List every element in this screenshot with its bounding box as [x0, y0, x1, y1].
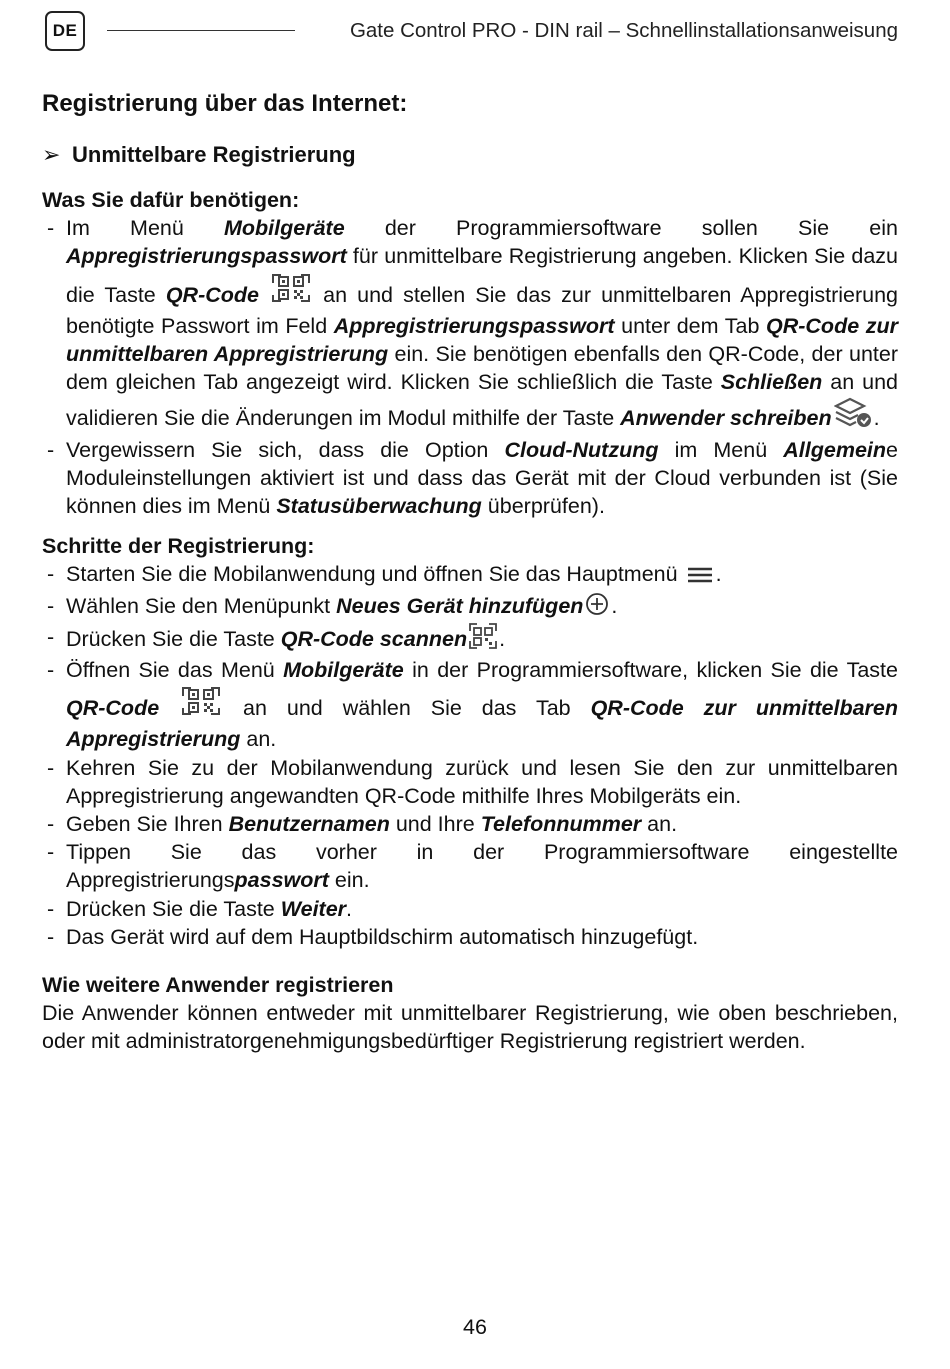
more-users-text: Die Anwender können entweder mit unmittelbarer Registrierung, wie oben beschrieben, oder mit administratorgenehmigungsbedürftiger Registrierung registriert werden. — [42, 1001, 898, 1054]
subheading: ➢ Unmittelbare Registrierung — [42, 140, 898, 170]
section-heading: Registrierung über das Internet: — [42, 90, 408, 117]
plus-circle-icon — [585, 592, 609, 623]
list-item: - Kehren Sie zu der Mobilanwendung zurück und lesen Sie den zur unmittelbaren Appregistrierung angewandten QR-Code mithilfe Ihres Mobilgeräts ein. — [42, 754, 898, 810]
list-item: - Das Gerät wird auf dem Hauptbildschirm automatisch hinzugefügt. — [42, 923, 898, 951]
qr-code-icon — [271, 271, 311, 312]
qr-code-icon — [181, 684, 221, 725]
list-item: - Tippen Sie das vorher in der Programmiersoftware eingestellte Appregistrierungspasswort ein. — [42, 838, 898, 894]
arrow-bullet-icon: ➢ — [42, 142, 61, 167]
needs-list — [42, 214, 898, 520]
list-item: - Drücken Sie die Taste Weiter. — [42, 895, 898, 923]
list-item: - Wählen Sie den Menüpunkt Neues Gerät hinzufügen . — [42, 592, 898, 623]
list-item: - Starten Sie die Mobilanwendung und öffnen Sie das Hauptmenü . — [42, 560, 898, 591]
language-badge: DE — [45, 11, 85, 51]
list-item: - Öffnen Sie das Menü Mobilgeräte in der Programmiersoftware, klicken Sie die Taste QR-Code an und wählen Sie das Tab QR-Code zur unmittelbaren Appregistrierung an. — [42, 656, 898, 754]
page-number: 46 — [463, 1315, 487, 1339]
list-item: - Im Menü Mobilgeräte der Programmiersoftware sollen Sie ein Appregistrierungspasswort für unmittelbare Registrierung angeben. Klicken Sie dazu die Taste QR-Code an und stellen Sie das zur unmittelbaren Appregistrierung benötigte Passwort im Feld Appregistrierungspasswort unter dem Tab QR-Code zur unmittelbaren Appregistrierung ein. Sie benötigen ebenfalls den QR-Code, der unter dem gleichen Tab angezeigt wird. Klicken Sie schließlich die Taste Schließen an und validieren Sie die Änderungen im Modul mithilfe der Taste Anwender schreiben . — [42, 214, 898, 435]
write-users-icon — [834, 396, 872, 435]
more-users-title: Wie weitere Anwender registrieren — [42, 973, 394, 998]
steps-title: Schritte der Registrierung: — [42, 534, 315, 559]
main-content — [42, 88, 898, 1056]
header-rule — [107, 30, 295, 31]
steps-list — [42, 560, 898, 951]
list-item: - Vergewissern Sie sich, dass die Option Cloud-Nutzung im Menü Allgemeine Moduleinstellungen aktiviert ist und dass das Gerät mit der Cloud verbunden ist (Sie können dies im Menü Statusüberwachung überprüfen). — [42, 436, 898, 521]
qr-scan-icon — [469, 623, 497, 656]
hamburger-menu-icon — [686, 563, 714, 591]
list-item: - Geben Sie Ihren Benutzernamen und Ihre Telefonnummer an. — [42, 810, 898, 838]
list-item: - Drücken Sie die Taste QR-Code scannen . — [42, 623, 898, 656]
document-title: Gate Control PRO - DIN rail – Schnellinstallationsanweisung — [349, 19, 898, 42]
needs-title: Was Sie dafür benötigen: — [42, 188, 300, 212]
